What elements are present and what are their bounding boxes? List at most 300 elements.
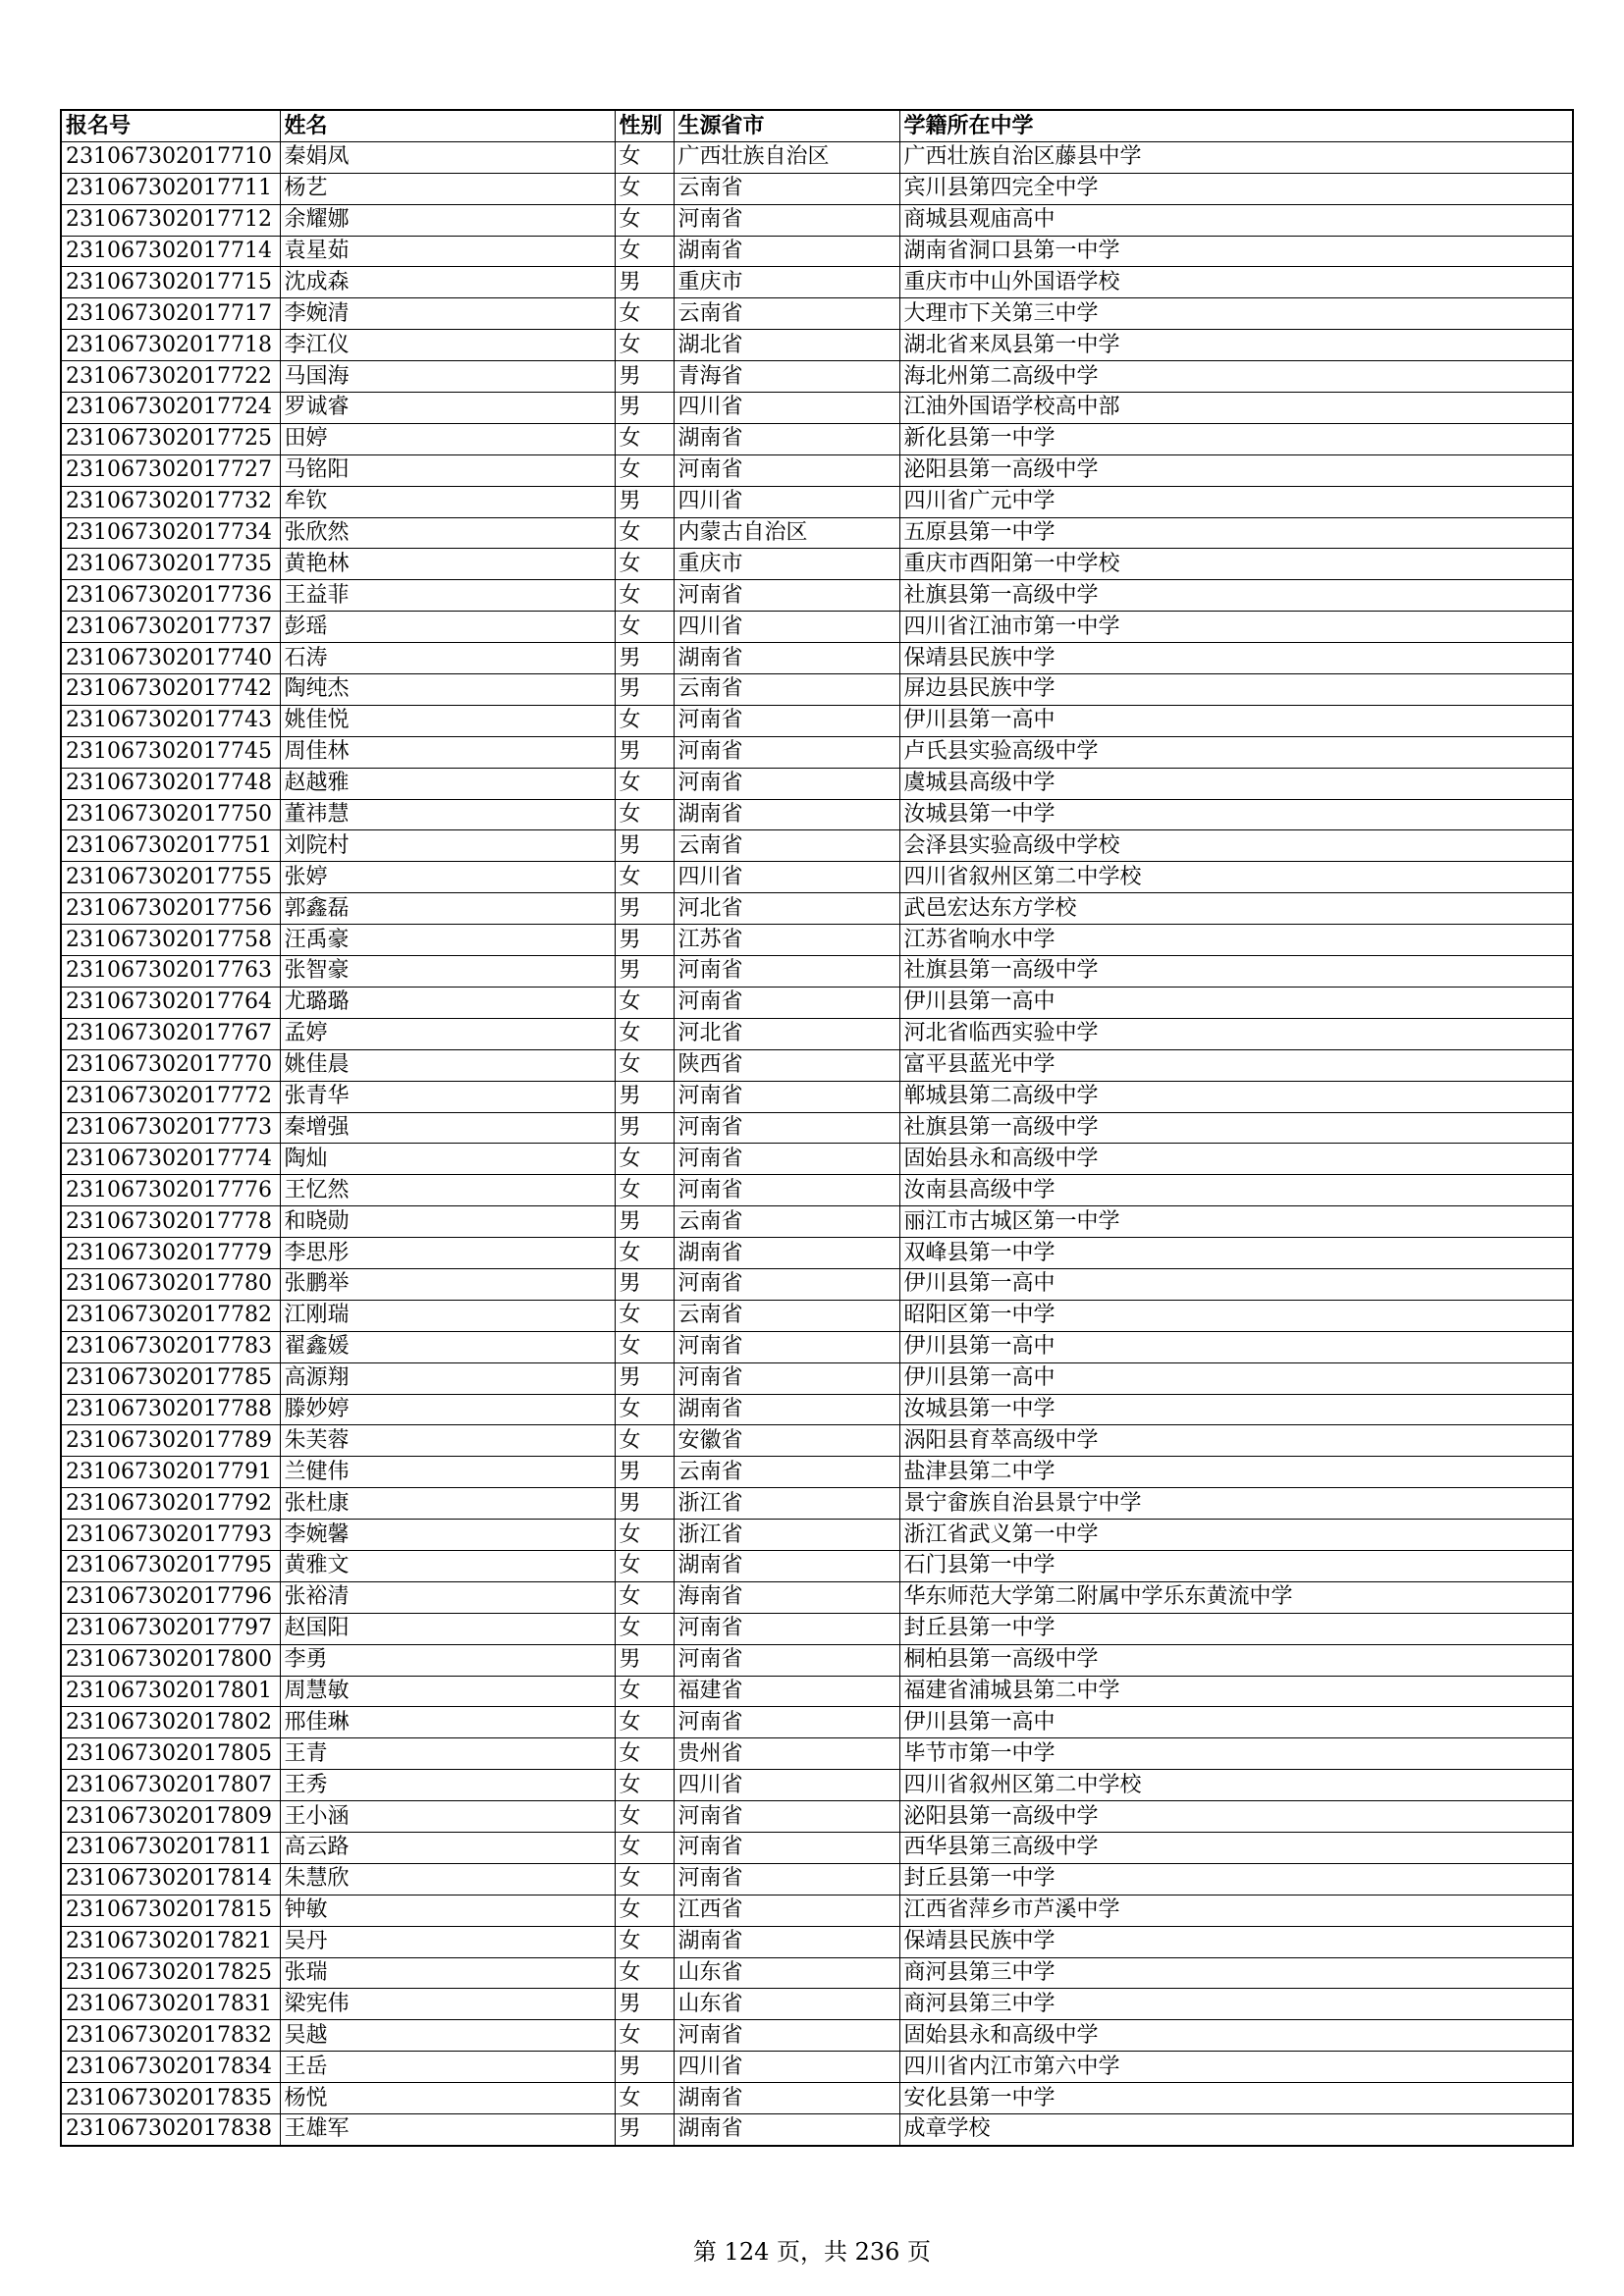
cell-name: 王岳	[280, 2052, 615, 2083]
cell-name: 周佳林	[280, 736, 615, 768]
cell-school: 涡阳县育萃高级中学	[899, 1425, 1573, 1457]
cell-province: 海南省	[674, 1581, 899, 1613]
cell-school: 安化县第一中学	[899, 2083, 1573, 2114]
table-row	[61, 1331, 1573, 1362]
table-row	[61, 1676, 1573, 1707]
cell-name: 杨悦	[280, 2083, 615, 2114]
cell-province: 青海省	[674, 361, 899, 393]
table-row	[61, 1206, 1573, 1238]
cell-province: 河南省	[674, 1613, 899, 1644]
cell-gender: 女	[615, 612, 674, 643]
cell-name: 江刚瑞	[280, 1300, 615, 1331]
cell-province: 四川省	[674, 1770, 899, 1801]
cell-gender: 女	[615, 1238, 674, 1269]
cell-name: 陶纯杰	[280, 674, 615, 706]
cell-province: 河南省	[674, 1801, 899, 1833]
cell-gender: 女	[615, 1175, 674, 1206]
cell-province: 云南省	[674, 1206, 899, 1238]
cell-school: 伊川县第一高中	[899, 1362, 1573, 1394]
cell-gender: 男	[615, 1362, 674, 1394]
cell-gender: 女	[615, 1957, 674, 1989]
cell-school: 伊川县第一高中	[899, 1707, 1573, 1738]
cell-school: 双峰县第一中学	[899, 1238, 1573, 1269]
cell-school: 新化县第一中学	[899, 423, 1573, 454]
cell-registration-no: 231067302017756	[61, 893, 280, 925]
cell-school: 社旗县第一高级中学	[899, 956, 1573, 988]
cell-name: 沈成森	[280, 267, 615, 298]
cell-school: 湖北省来凤县第一中学	[899, 330, 1573, 361]
cell-registration-no: 231067302017778	[61, 1206, 280, 1238]
cell-school: 江苏省响水中学	[899, 925, 1573, 956]
cell-name: 马国海	[280, 361, 615, 393]
cell-registration-no: 231067302017712	[61, 204, 280, 236]
cell-province: 河南省	[674, 987, 899, 1018]
cell-registration-no: 231067302017724	[61, 393, 280, 424]
cell-name: 钟敏	[280, 1895, 615, 1926]
cell-school: 江西省萍乡市芦溪中学	[899, 1895, 1573, 1926]
cell-school: 伊川县第一高中	[899, 987, 1573, 1018]
cell-registration-no: 231067302017785	[61, 1362, 280, 1394]
cell-registration-no: 231067302017722	[61, 361, 280, 393]
cell-gender: 男	[615, 830, 674, 862]
cell-gender: 女	[615, 1738, 674, 1770]
cell-province: 广西壮族自治区	[674, 141, 899, 173]
cell-gender: 女	[615, 1018, 674, 1049]
cell-gender: 女	[615, 517, 674, 549]
cell-name: 王雄军	[280, 2114, 615, 2146]
cell-school: 广西壮族自治区藤县中学	[899, 141, 1573, 173]
cell-name: 黄雅文	[280, 1550, 615, 1581]
cell-registration-no: 231067302017832	[61, 2020, 280, 2052]
cell-registration-no: 231067302017767	[61, 1018, 280, 1049]
cell-registration-no: 231067302017793	[61, 1520, 280, 1551]
cell-province: 云南省	[674, 173, 899, 204]
cell-name: 秦娟凤	[280, 141, 615, 173]
cell-registration-no: 231067302017814	[61, 1863, 280, 1895]
cell-gender: 女	[615, 1425, 674, 1457]
table-row	[61, 580, 1573, 612]
cell-province: 云南省	[674, 830, 899, 862]
cell-school: 成章学校	[899, 2114, 1573, 2146]
cell-gender: 女	[615, 1707, 674, 1738]
header-name: 姓名	[280, 110, 615, 141]
cell-province: 河南省	[674, 1175, 899, 1206]
cell-gender: 女	[615, 173, 674, 204]
cell-province: 江西省	[674, 1895, 899, 1926]
cell-registration-no: 231067302017740	[61, 643, 280, 674]
cell-province: 湖南省	[674, 236, 899, 267]
cell-registration-no: 231067302017776	[61, 1175, 280, 1206]
cell-name: 和晓勋	[280, 1206, 615, 1238]
cell-name: 李江仪	[280, 330, 615, 361]
cell-school: 桐柏县第一高级中学	[899, 1644, 1573, 1676]
cell-name: 李勇	[280, 1644, 615, 1676]
cell-gender: 女	[615, 2020, 674, 2052]
cell-gender: 女	[615, 1300, 674, 1331]
header-gender: 性别	[615, 110, 674, 141]
cell-name: 李思彤	[280, 1238, 615, 1269]
cell-school: 保靖县民族中学	[899, 643, 1573, 674]
table-row	[61, 862, 1573, 893]
cell-registration-no: 231067302017779	[61, 1238, 280, 1269]
cell-school: 景宁畲族自治县景宁中学	[899, 1488, 1573, 1520]
table-row	[61, 1144, 1573, 1175]
cell-province: 重庆市	[674, 549, 899, 580]
cell-school: 武邑宏达东方学校	[899, 893, 1573, 925]
cell-gender: 男	[615, 1488, 674, 1520]
cell-gender: 男	[615, 361, 674, 393]
cell-gender: 女	[615, 1550, 674, 1581]
cell-name: 张瑞	[280, 1957, 615, 1989]
cell-registration-no: 231067302017773	[61, 1112, 280, 1144]
table-row	[61, 204, 1573, 236]
cell-name: 高云路	[280, 1832, 615, 1863]
cell-gender: 女	[615, 862, 674, 893]
cell-province: 河南省	[674, 1863, 899, 1895]
table-row	[61, 1457, 1573, 1488]
cell-province: 河南省	[674, 1331, 899, 1362]
cell-name: 邢佳琳	[280, 1707, 615, 1738]
cell-school: 大理市下关第三中学	[899, 298, 1573, 330]
cell-name: 王小涵	[280, 1801, 615, 1833]
cell-name: 杨艺	[280, 173, 615, 204]
cell-school: 华东师范大学第二附属中学乐东黄流中学	[899, 1581, 1573, 1613]
cell-registration-no: 231067302017727	[61, 454, 280, 486]
cell-province: 云南省	[674, 674, 899, 706]
cell-registration-no: 231067302017734	[61, 517, 280, 549]
cell-gender: 女	[615, 1144, 674, 1175]
table-row	[61, 736, 1573, 768]
table-row	[61, 612, 1573, 643]
table-row	[61, 1613, 1573, 1644]
cell-province: 河南省	[674, 1268, 899, 1300]
table-row	[61, 1770, 1573, 1801]
cell-registration-no: 231067302017732	[61, 486, 280, 517]
cell-school: 商河县第三中学	[899, 1989, 1573, 2020]
cell-registration-no: 231067302017835	[61, 2083, 280, 2114]
cell-school: 伊川县第一高中	[899, 1331, 1573, 1362]
table-row	[61, 454, 1573, 486]
cell-province: 湖南省	[674, 1926, 899, 1957]
cell-registration-no: 231067302017714	[61, 236, 280, 267]
table-row	[61, 236, 1573, 267]
cell-registration-no: 231067302017748	[61, 768, 280, 799]
cell-name: 张杜康	[280, 1488, 615, 1520]
cell-name: 刘院村	[280, 830, 615, 862]
cell-province: 内蒙古自治区	[674, 517, 899, 549]
cell-school: 四川省叙州区第二中学校	[899, 862, 1573, 893]
cell-registration-no: 231067302017764	[61, 987, 280, 1018]
cell-school: 郸城县第二高级中学	[899, 1081, 1573, 1112]
cell-province: 湖南省	[674, 799, 899, 830]
cell-province: 浙江省	[674, 1488, 899, 1520]
cell-registration-no: 231067302017710	[61, 141, 280, 173]
cell-registration-no: 231067302017821	[61, 1926, 280, 1957]
cell-registration-no: 231067302017718	[61, 330, 280, 361]
cell-province: 四川省	[674, 862, 899, 893]
cell-school: 泌阳县第一高级中学	[899, 1801, 1573, 1833]
cell-school: 汝城县第一中学	[899, 799, 1573, 830]
cell-gender: 女	[615, 799, 674, 830]
cell-registration-no: 231067302017838	[61, 2114, 280, 2146]
cell-registration-no: 231067302017796	[61, 1581, 280, 1613]
cell-registration-no: 231067302017800	[61, 1644, 280, 1676]
cell-province: 云南省	[674, 1457, 899, 1488]
cell-registration-no: 231067302017802	[61, 1707, 280, 1738]
table-row	[61, 1488, 1573, 1520]
cell-name: 朱慧欣	[280, 1863, 615, 1895]
table-row	[61, 330, 1573, 361]
cell-name: 汪禹豪	[280, 925, 615, 956]
cell-name: 王秀	[280, 1770, 615, 1801]
table-row	[61, 705, 1573, 736]
cell-gender: 男	[615, 1457, 674, 1488]
cell-name: 张青华	[280, 1081, 615, 1112]
cell-name: 郭鑫磊	[280, 893, 615, 925]
cell-registration-no: 231067302017755	[61, 862, 280, 893]
table-header-row	[61, 110, 1573, 141]
table-row	[61, 1112, 1573, 1144]
cell-province: 河南省	[674, 580, 899, 612]
cell-name: 黄艳林	[280, 549, 615, 580]
cell-province: 重庆市	[674, 267, 899, 298]
table-row	[61, 1081, 1573, 1112]
cell-school: 固始县永和高级中学	[899, 1144, 1573, 1175]
table-row	[61, 1520, 1573, 1551]
cell-province: 山东省	[674, 1989, 899, 2020]
cell-school: 江油外国语学校高中部	[899, 393, 1573, 424]
cell-school: 毕节市第一中学	[899, 1738, 1573, 1770]
cell-school: 封丘县第一中学	[899, 1613, 1573, 1644]
cell-gender: 女	[615, 1770, 674, 1801]
cell-school: 封丘县第一中学	[899, 1863, 1573, 1895]
cell-province: 河南省	[674, 204, 899, 236]
header-school: 学籍所在中学	[899, 110, 1573, 141]
cell-name: 张智豪	[280, 956, 615, 988]
cell-province: 浙江省	[674, 1520, 899, 1551]
cell-province: 河南省	[674, 1144, 899, 1175]
cell-name: 高源翔	[280, 1362, 615, 1394]
table-row	[61, 893, 1573, 925]
cell-gender: 女	[615, 705, 674, 736]
cell-gender: 女	[615, 1895, 674, 1926]
table-row	[61, 361, 1573, 393]
cell-registration-no: 231067302017711	[61, 173, 280, 204]
cell-name: 王青	[280, 1738, 615, 1770]
cell-registration-no: 231067302017788	[61, 1394, 280, 1425]
cell-school: 海北州第二高级中学	[899, 361, 1573, 393]
table-row	[61, 1300, 1573, 1331]
cell-registration-no: 231067302017834	[61, 2052, 280, 2083]
cell-province: 安徽省	[674, 1425, 899, 1457]
cell-gender: 男	[615, 925, 674, 956]
cell-school: 社旗县第一高级中学	[899, 1112, 1573, 1144]
table-row	[61, 298, 1573, 330]
cell-gender: 男	[615, 1206, 674, 1238]
cell-gender: 男	[615, 1989, 674, 2020]
cell-gender: 女	[615, 2083, 674, 2114]
cell-school: 重庆市酉阳第一中学校	[899, 549, 1573, 580]
cell-gender: 男	[615, 486, 674, 517]
cell-gender: 女	[615, 549, 674, 580]
cell-school: 四川省广元中学	[899, 486, 1573, 517]
table-row	[61, 1989, 1573, 2020]
cell-gender: 女	[615, 1676, 674, 1707]
cell-gender: 女	[615, 1832, 674, 1863]
cell-school: 四川省内江市第六中学	[899, 2052, 1573, 2083]
cell-school: 汝城县第一中学	[899, 1394, 1573, 1425]
table-row	[61, 1394, 1573, 1425]
cell-gender: 女	[615, 1926, 674, 1957]
cell-gender: 男	[615, 643, 674, 674]
table-row	[61, 925, 1573, 956]
cell-registration-no: 231067302017831	[61, 1989, 280, 2020]
cell-province: 贵州省	[674, 1738, 899, 1770]
cell-gender: 女	[615, 1049, 674, 1081]
cell-school: 湖南省洞口县第一中学	[899, 236, 1573, 267]
table-row	[61, 1550, 1573, 1581]
cell-gender: 女	[615, 454, 674, 486]
cell-school: 卢氏县实验高级中学	[899, 736, 1573, 768]
table-row	[61, 2020, 1573, 2052]
cell-name: 王忆然	[280, 1175, 615, 1206]
cell-registration-no: 231067302017751	[61, 830, 280, 862]
table-row	[61, 393, 1573, 424]
cell-province: 四川省	[674, 612, 899, 643]
cell-registration-no: 231067302017825	[61, 1957, 280, 1989]
cell-school: 保靖县民族中学	[899, 1926, 1573, 1957]
cell-gender: 女	[615, 236, 674, 267]
cell-gender: 男	[615, 893, 674, 925]
cell-gender: 男	[615, 1644, 674, 1676]
cell-name: 马铭阳	[280, 454, 615, 486]
cell-province: 河南省	[674, 1832, 899, 1863]
cell-province: 河北省	[674, 1018, 899, 1049]
cell-gender: 女	[615, 1613, 674, 1644]
cell-province: 湖南省	[674, 423, 899, 454]
cell-school: 虞城县高级中学	[899, 768, 1573, 799]
cell-name: 周慧敏	[280, 1676, 615, 1707]
cell-province: 江苏省	[674, 925, 899, 956]
cell-school: 泌阳县第一高级中学	[899, 454, 1573, 486]
cell-gender: 女	[615, 1801, 674, 1833]
table-row	[61, 1801, 1573, 1833]
cell-name: 朱芙蓉	[280, 1425, 615, 1457]
cell-province: 四川省	[674, 393, 899, 424]
table-row	[61, 486, 1573, 517]
cell-school: 固始县永和高级中学	[899, 2020, 1573, 2052]
cell-school: 富平县蓝光中学	[899, 1049, 1573, 1081]
cell-name: 姚佳悦	[280, 705, 615, 736]
cell-gender: 女	[615, 1520, 674, 1551]
cell-registration-no: 231067302017737	[61, 612, 280, 643]
cell-registration-no: 231067302017763	[61, 956, 280, 988]
table-row	[61, 674, 1573, 706]
cell-school: 丽江市古城区第一中学	[899, 1206, 1573, 1238]
cell-registration-no: 231067302017792	[61, 1488, 280, 1520]
table-row	[61, 1895, 1573, 1926]
cell-name: 张婷	[280, 862, 615, 893]
cell-province: 河南省	[674, 1112, 899, 1144]
cell-name: 彭瑶	[280, 612, 615, 643]
table-row	[61, 1238, 1573, 1269]
table-row	[61, 643, 1573, 674]
cell-gender: 女	[615, 580, 674, 612]
cell-registration-no: 231067302017791	[61, 1457, 280, 1488]
cell-school: 会泽县实验高级中学校	[899, 830, 1573, 862]
cell-province: 山东省	[674, 1957, 899, 1989]
cell-school: 社旗县第一高级中学	[899, 580, 1573, 612]
table-row	[61, 267, 1573, 298]
cell-name: 兰健伟	[280, 1457, 615, 1488]
table-row	[61, 2083, 1573, 2114]
table-body	[61, 141, 1573, 2146]
cell-gender: 女	[615, 1863, 674, 1895]
cell-school: 商城县观庙高中	[899, 204, 1573, 236]
cell-gender: 男	[615, 674, 674, 706]
cell-province: 云南省	[674, 298, 899, 330]
cell-province: 湖南省	[674, 1394, 899, 1425]
cell-province: 云南省	[674, 1300, 899, 1331]
cell-registration-no: 231067302017772	[61, 1081, 280, 1112]
cell-registration-no: 231067302017735	[61, 549, 280, 580]
cell-province: 河南省	[674, 1081, 899, 1112]
cell-school: 汝南县高级中学	[899, 1175, 1573, 1206]
cell-registration-no: 231067302017717	[61, 298, 280, 330]
cell-registration-no: 231067302017725	[61, 423, 280, 454]
cell-school: 伊川县第一高中	[899, 705, 1573, 736]
cell-gender: 女	[615, 298, 674, 330]
cell-school: 屏边县民族中学	[899, 674, 1573, 706]
table-row	[61, 2052, 1573, 2083]
cell-school: 福建省浦城县第二中学	[899, 1676, 1573, 1707]
cell-gender: 女	[615, 330, 674, 361]
cell-province: 陕西省	[674, 1049, 899, 1081]
cell-province: 河南省	[674, 956, 899, 988]
cell-name: 赵国阳	[280, 1613, 615, 1644]
cell-name: 梁宪伟	[280, 1989, 615, 2020]
cell-registration-no: 231067302017801	[61, 1676, 280, 1707]
cell-gender: 女	[615, 141, 674, 173]
cell-name: 张鹏举	[280, 1268, 615, 1300]
table-row	[61, 1581, 1573, 1613]
cell-gender: 女	[615, 423, 674, 454]
cell-registration-no: 231067302017809	[61, 1801, 280, 1833]
cell-province: 河南省	[674, 705, 899, 736]
cell-registration-no: 231067302017795	[61, 1550, 280, 1581]
cell-name: 吴丹	[280, 1926, 615, 1957]
cell-province: 湖南省	[674, 2114, 899, 2146]
cell-name: 翟鑫媛	[280, 1331, 615, 1362]
cell-name: 罗诚睿	[280, 393, 615, 424]
cell-province: 四川省	[674, 2052, 899, 2083]
cell-registration-no: 231067302017783	[61, 1331, 280, 1362]
cell-school: 浙江省武义第一中学	[899, 1520, 1573, 1551]
cell-name: 尤璐璐	[280, 987, 615, 1018]
cell-school: 商河县第三中学	[899, 1957, 1573, 1989]
table-row	[61, 830, 1573, 862]
table-row	[61, 423, 1573, 454]
table-row	[61, 1863, 1573, 1895]
cell-name: 牟钦	[280, 486, 615, 517]
table-row	[61, 1362, 1573, 1394]
cell-name: 袁星茹	[280, 236, 615, 267]
cell-name: 王益菲	[280, 580, 615, 612]
cell-province: 河南省	[674, 454, 899, 486]
cell-school: 重庆市中山外国语学校	[899, 267, 1573, 298]
cell-registration-no: 231067302017807	[61, 1770, 280, 1801]
cell-registration-no: 231067302017736	[61, 580, 280, 612]
